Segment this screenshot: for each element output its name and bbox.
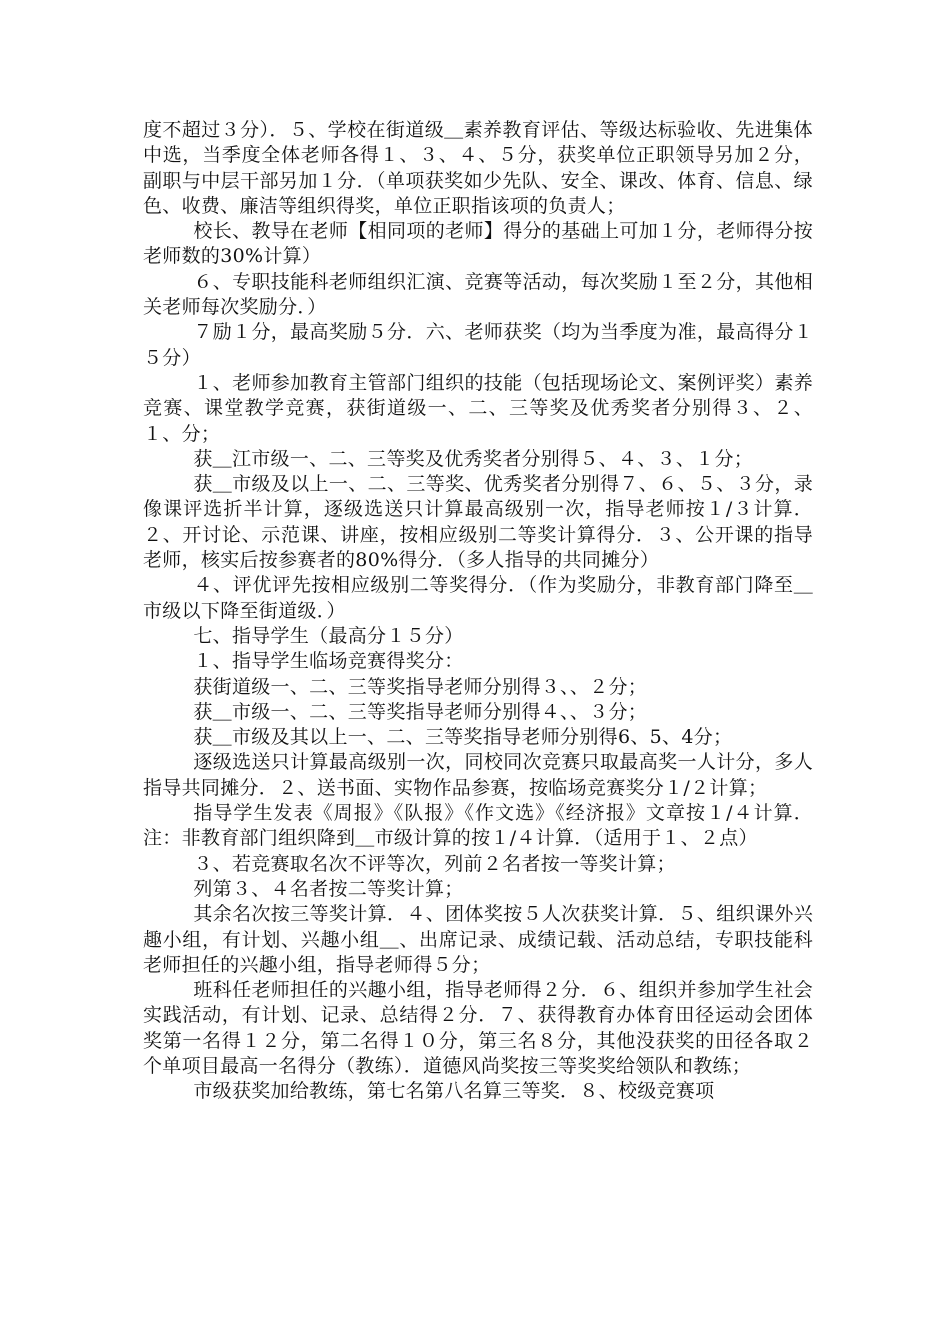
section-heading: 七、指导学生（最高分１５分） [193, 624, 464, 647]
paragraph: 指导学生发表《周报》《队报》《作文选》《经济报》文章按１/４计算．注：非教育部门组织降到＿市级计算的按１/４计算．（适用于１、２点） [143, 802, 813, 850]
paragraph: 逐级选送只计算最高级别一次，同校同次竞赛只取最高奖一人计分，多人指导共同摊分．２、送书面、实物作品参赛，按临场竞赛奖分１/２计算； [143, 751, 813, 799]
paragraph: 获街道级一、二、三等奖指导老师分别得３、、２分； [193, 675, 648, 698]
paragraph: １、指导学生临场竞赛得奖分： [193, 650, 464, 673]
paragraph: １、老师参加教育主管部门组织的技能（包括现场论文、案例评奖）素养竞赛、课堂教学竞赛，获街道级一、二、三等奖及优秀奖者分别得３、２、１、分； [143, 371, 813, 445]
paragraph: ６、专职技能科老师组织汇演、竞赛等活动，每次奖励１至２分，其他相关老师每次奖励分．） [143, 270, 813, 319]
paragraph: 市级获奖加给教练，第七名第八名算三等奖．８、校级竞赛项 [193, 1080, 715, 1103]
paragraph: 获＿市级一、二、三等奖指导老师分别得４、、３分； [193, 700, 648, 723]
paragraph: 班科任老师担任的兴趣小组，指导老师得２分．６、组织并参加学生社会实践活动，有计划、记录、总结得２分．７、获得教育办体育田径运动会团体奖第一名得１２分，第二名得１０分，第三名８分，其他没获奖的田径各取２个单项目最高一名得分（教练）．道德风尚奖按三等奖奖给领队和教练； [143, 979, 813, 1077]
document-body [143, 118, 813, 1105]
paragraph: 获＿市级及其以上一、二、三等奖指导老师分别得6、5、4分； [193, 726, 733, 749]
paragraph: 校长、教导在老师【相同项的老师】得分的基础上可加１分，老师得分按老师数的30%计算） [143, 220, 813, 268]
paragraph: 获＿江市级一、二、三等奖及优秀奖者分别得５、４、３、１分； [193, 447, 754, 470]
paragraph: ４、评优评先按相应级别二等奖得分．（作为奖励分，非教育部门降至＿市级以下降至街道级．） [143, 574, 813, 622]
paragraph: ７励１分，最高奖励５分．六、老师获奖（均为当季度为准，最高得分１５分） [143, 321, 813, 369]
paragraph: 获＿市级及以上一、二、三等奖、优秀奖者分别得７、６、５、３分，录像课评选折半计算，逐级选送只计算最高级别一次，指导老师按１/３计算．２、开讨论、示范课、讲座，按相应级别二等奖计算得分．３、公开课的指导老师，核实后按参赛者的80%得分．（多人指导的共同摊分） [143, 473, 813, 572]
paragraph: 度不超过３分）．５、学校在街道级＿素养教育评估、等级达标验收、先进集体中选，当季度全体老师各得１、３、４、５分，获奖单位正职领导另加２分，副职与中层干部另加１分．（单项获奖如少先队、安全、课改、体育、信息、绿色、收费、廉洁等组织得奖，单位正职指该项的负责人； [143, 119, 813, 217]
paragraph: 列第３、４名者按二等奖计算； [193, 877, 464, 900]
paragraph: ３、若竞赛取名次不评等次，列前２名者按一等奖计算； [193, 852, 676, 875]
paragraph: 其余名次按三等奖计算．４、团体奖按５人次获奖计算．５、组织课外兴趣小组，有计划、兴趣小组＿、出席记录、成绩记载、活动总结，专职技能科老师担任的兴趣小组，指导老师得５分； [143, 903, 813, 976]
